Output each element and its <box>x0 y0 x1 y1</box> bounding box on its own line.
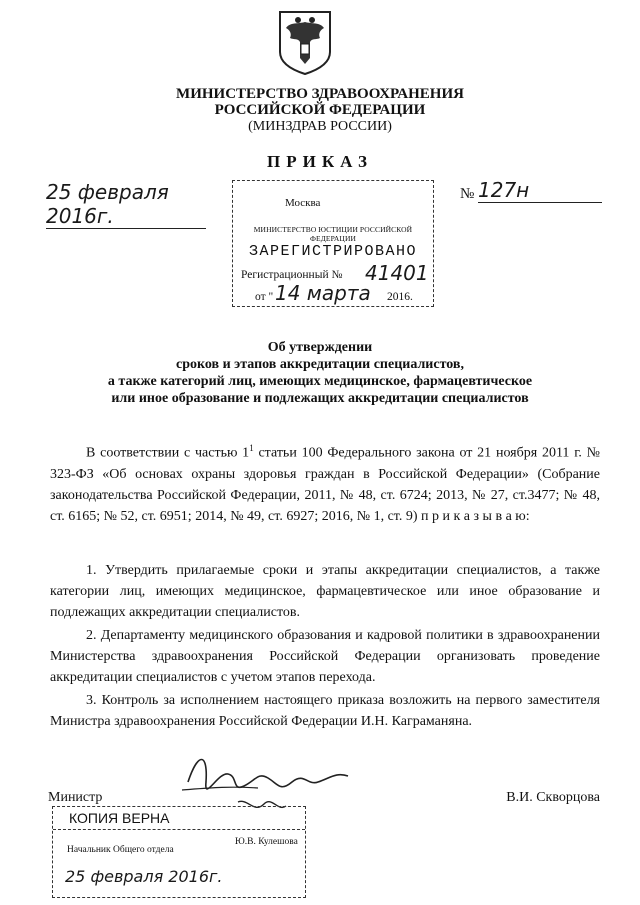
copy-stamp-head-name: Ю.В. Кулешова <box>235 837 298 847</box>
stamp-city: Москва <box>285 197 321 209</box>
coat-of-arms-emblem <box>276 8 334 76</box>
order-number-prefix: № <box>460 186 475 202</box>
title-line-2: сроков и этапов аккредитации специалистов, <box>176 357 464 372</box>
title-line-1: Об утверждении <box>267 340 373 355</box>
copy-stamp-label: КОПИЯ ВЕРНА <box>69 810 170 826</box>
stamp-reg-number-label: Регистрационный № <box>241 269 343 281</box>
stamp-date-prefix: от " <box>255 291 274 303</box>
intro-text-b: статьи 100 Федерального закона от 21 ноября 2011 г. № 323-ФЗ «Об основах охраны здоровья граждан в Российской Федерации» (Собрание законодательства Российской Федерации, 2011, № 48, ст. 6724; 2013, № 27, ст.3477; № 48, ст. 6165; № 52, ст. 6951; 2014, № 49, ст. 6927; 2016, № 1, ст. 9) п р и к а з ы в а ю: <box>50 445 600 524</box>
ministry-name-line1: МИНИСТЕРСТВО ЗДРАВООХРАНЕНИЯ <box>176 86 464 102</box>
stamp-reg-date: 14 марта <box>275 281 371 305</box>
stamp-status: ЗАРЕГИСТРИРОВАНО <box>248 243 418 260</box>
ministry-name-line2: РОССИЙСКОЙ ФЕДЕРАЦИИ <box>214 102 426 118</box>
document-type-heading: ПРИКАЗ <box>267 152 373 171</box>
order-item-3: 3. Контроль за исполнением настоящего приказа возложить на первого заместителя Министра здравоохранения Российской Федерации И.Н. Каграманяна. <box>50 693 600 729</box>
ministry-short-name: (МИНЗДРАВ РОССИИ) <box>248 119 392 134</box>
copy-stamp-head-title: Начальник Общего отдела <box>67 845 174 855</box>
copy-stamp-date: 25 февраля 2016г. <box>65 867 223 886</box>
copy-stamp-header <box>53 807 305 830</box>
intro-superscript: 1 <box>249 443 254 453</box>
title-line-4: или иное образование и подлежащих аккредитации специалистов <box>111 391 529 406</box>
registration-stamp <box>232 180 434 307</box>
stamp-authority: МИНИСТЕРСТВО ЮСТИЦИИ РОССИЙСКОЙ ФЕДЕРАЦИИ <box>253 225 413 243</box>
order-item-2: 2. Департаменту медицинского образования и кадровой политики в здравоохранении Министерства здравоохранения Российской Федерации организовать проведение аккредитации специалистов с учетом этапов перехода. <box>50 628 600 685</box>
order-number: 127н <box>478 178 602 203</box>
signatory-role: Министр <box>48 790 103 805</box>
signatory-name: В.И. Скворцова <box>506 790 600 805</box>
stamp-reg-number: 41401 <box>365 261 429 285</box>
stamp-year: 2016. <box>387 291 413 303</box>
order-date: 25 февраля 2016г. <box>46 180 206 229</box>
intro-paragraph <box>50 438 600 527</box>
order-item-1: 1. Утвердить прилагаемые сроки и этапы аккредитации специалистов, а также категории лиц, имеющих медицинское, фармацевтическое или иное образование и подлежащих аккредитации специалистов. <box>50 563 600 620</box>
intro-text-a: В соответствии с частью 1 <box>86 445 250 461</box>
title-line-3: а также категорий лиц, имеющих медицинское, фармацевтическое <box>107 374 533 389</box>
copy-verification-stamp <box>52 806 306 898</box>
